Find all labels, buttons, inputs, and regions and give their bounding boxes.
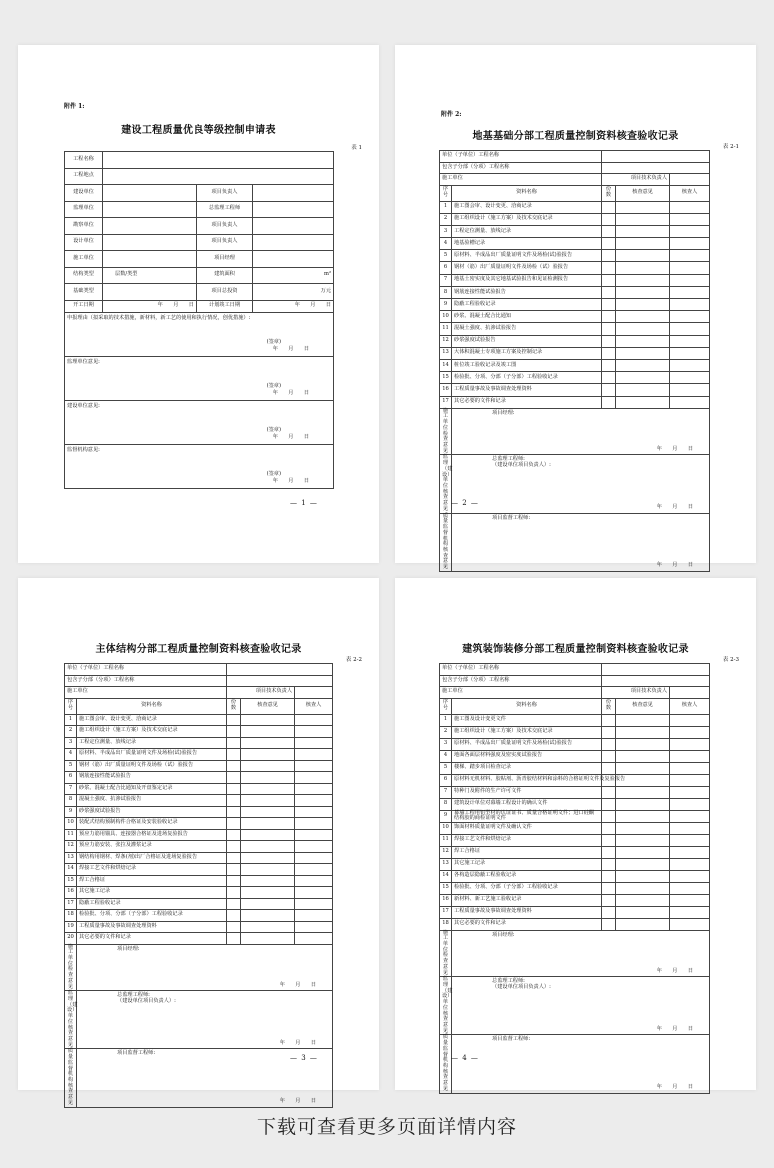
list-item: 4 原材料、半成品出厂质量证明文件及场检(试)验报告 (65, 749, 333, 761)
list-item: 9 砂浆强度试验报告 (65, 806, 333, 818)
list-item: 15 检验批、分项、分部（子分部）工程验收记录 (440, 882, 710, 894)
list-item: 18 其它必要的文件和记录 (440, 918, 710, 930)
list-item: 2 施工组织设计（施工方案）及技术交底记录 (65, 726, 333, 738)
table-row: 工程地点 (65, 168, 334, 185)
list-item: 14 各构造层隐蔽工程验收记录 (440, 870, 710, 882)
supervisor-opinion: 监理（建设） 单位核查意见 总监理工程师: （建设单位项目负责人）: 年 月 日 (440, 455, 710, 513)
table-row: 开工日期 年 月 日 计划竣工日期 年 月 日 (65, 300, 334, 312)
page-title: 主体结构分部工程质量控制资料核查验收记录 (95, 644, 302, 655)
page-1 (18, 45, 379, 563)
list-item: 7 地基土密实度及其它地基试验报告和见证检测报告 (440, 274, 710, 286)
checklist-table (439, 663, 710, 1094)
table-row: 单位（子单位）工程名称 (440, 151, 710, 163)
list-item: 11 预应力筋用锚具、连接器合格证及进场复验报告 (65, 829, 333, 841)
monitor-opinion: 监督机构意见: (签章) 年 月 日 (65, 444, 334, 488)
list-item: 1 施工图会审、设计变更、洽商记录 (65, 714, 333, 726)
list-item: 10 饰面材料质量证明文件及确认文件 (440, 822, 710, 834)
table-row: 单位（子单位）工程名称 (65, 664, 333, 676)
table-header: 序号 资料名称 份数 核查意见 核查人 (440, 698, 710, 714)
list-item: 10 装配式结构预制构件合格证及安装验收记录 (65, 818, 333, 830)
list-item: 10 砂浆、混凝土配合比通知 (440, 311, 710, 323)
owner-opinion: 建设单位意见: (签章) 年 月 日 (65, 400, 334, 444)
table-row: 施工单位 项目经理 (65, 251, 334, 268)
table-row: 监理单位 总监理工程师 (65, 201, 334, 218)
list-item: 12 砂浆强度试验报告 (440, 335, 710, 347)
list-item: 3 原材料、半成品出厂质量证明文件及场检(试)验报告 (440, 738, 710, 750)
list-item: 2 施工组织设计（施工方案）及技术交底记录 (440, 213, 710, 225)
table-row: 施工单位 项目技术负责人 (440, 687, 710, 699)
list-item: 9 幕墙工程用铝型材的认证证书、质量合格证明文件；进口硅酮结构胶的商检证明文件 (440, 810, 710, 822)
list-item: 5 钢材（筋）出厂质量证明文件及场检（试）验报告 (65, 760, 333, 772)
list-item: 12 焊工合格证 (440, 846, 710, 858)
list-item: 15 检验批、分项、分部（子分部）工程验收记录 (440, 372, 710, 384)
table-row: 设计单位 项目负责人 (65, 234, 334, 251)
page-4 (395, 578, 756, 1090)
list-item: 7 特种门及附件的生产许可文件 (440, 786, 710, 798)
download-hint: 下载可查看更多页面详情内容 (256, 1116, 517, 1138)
table-row: 单位（子单位）工程名称 (440, 664, 710, 676)
project-name-field[interactable] (103, 152, 334, 169)
table-header: 序号 资料名称 份数 核查意见 核查人 (65, 698, 333, 714)
reason-section: 申报理由（拟采取的技术措施，新材料，新工艺的使用和执行情况，创优措施）: (签章) 年 月 日 (65, 312, 334, 356)
table-number: 表 1 (351, 145, 362, 151)
list-item: 8 钢筋连接性能试验报告 (440, 286, 710, 298)
page-number: — 3 — (290, 1054, 318, 1062)
list-item: 8 混凝土强度、抗渗试验报告 (65, 795, 333, 807)
list-item: 16 工程质量事故及事故调查处理资料 (440, 384, 710, 396)
checklist-table (64, 663, 333, 1108)
monitor-opinion: 质量监督机构 核查意见 项目监督工程师: 年 月 日 (440, 513, 710, 571)
table-row: 施工单位 项目技术负责人 (65, 687, 333, 699)
list-item: 13 钢结构用钢材、焊条(剂)出厂合格证及进场复验报告 (65, 852, 333, 864)
list-item: 6 原材料无机材料、胶粘剂、沥青胶结材料和涂料的合格证明文件及复验报告 (440, 774, 710, 786)
project-location-field[interactable] (103, 168, 334, 185)
list-item: 9 隐蔽工程验收记录 (440, 299, 710, 311)
list-item: 5 楼梯、踏步项目检查记录 (440, 762, 710, 774)
application-table (64, 151, 334, 489)
contractor-opinion: 施工单位 检查意见 项目经理: 年 月 日 (65, 944, 333, 991)
list-item: 20 其它必要的文件和记录 (65, 933, 333, 945)
list-item: 1 施工图及设计变更文件 (440, 714, 710, 726)
table-row: 结构类型 层数/类型 建筑面积 m² (65, 267, 334, 284)
attachment-label: 附件 2: (441, 111, 462, 118)
list-item: 13 其它施工记录 (440, 858, 710, 870)
page-title: 建筑装饰装修分部工程质量控制资料核查验收记录 (462, 644, 689, 655)
list-item: 13 大体积混凝土专项施工方案及控制记录 (440, 347, 710, 359)
list-item: 8 建筑设计单位对幕墙工程设计的确认文件 (440, 798, 710, 810)
page-2 (395, 45, 756, 571)
table-row: 工程名称 (65, 152, 334, 169)
attachment-label: 附件 1: (64, 103, 85, 110)
supervision-opinion: 监理单位意见: (签章) 年 月 日 (65, 356, 334, 400)
table-row: 勘察单位 项目负责人 (65, 218, 334, 235)
monitor-opinion: 质量监督机构 核查意见 项目监督工程师: 年 月 日 (65, 1049, 333, 1107)
list-item: 17 隐蔽工程验收记录 (65, 898, 333, 910)
page-3 (18, 578, 379, 1106)
list-item: 4 地面各面层材料强度及密实度试验报告 (440, 750, 710, 762)
table-number: 表 2-2 (345, 657, 362, 663)
list-item: 17 工程质量事故及事故调查处理资料 (440, 906, 710, 918)
list-item: 7 砂浆、混凝土配合比通知及开盘鉴定记录 (65, 783, 333, 795)
table-row: 包含子分部（分项）工程名称 (440, 675, 710, 687)
list-item: 17 其它必要的文件和记录 (440, 396, 710, 408)
list-item: 19 工程质量事故及事故调查处理资料 (65, 921, 333, 933)
list-item: 16 新材料、新工艺施工验收记录 (440, 894, 710, 906)
list-item: 14 桩位竣工验收记录及竣工图 (440, 359, 710, 371)
monitor-opinion: 质量监督机构 核查意见 项目监督工程师: 年 月 日 (440, 1035, 710, 1093)
page-number: — 1 — (290, 499, 318, 507)
list-item: 18 检验批、分项、分部（子分部）工程验收记录 (65, 910, 333, 922)
list-item: 6 钢材（筋）出厂质量证明文件及场检（试）验报告 (440, 262, 710, 274)
list-item: 3 工程定位测量、放线记录 (65, 737, 333, 749)
page-title: 建设工程质量优良等级控制申请表 (121, 125, 276, 136)
list-item: 6 钢筋连接性能试验报告 (65, 772, 333, 784)
page-number: — 2 — (451, 499, 479, 507)
list-item: 16 其它施工记录 (65, 887, 333, 899)
contractor-opinion: 施工单位 检查意见 项目经理: 年 月 日 (440, 408, 710, 455)
supervisor-opinion: 监理（建设） 单位核查意见 总监理工程师: （建设单位项目负责人）: 年 月 日 (65, 991, 333, 1049)
page-title: 地基基础分部工程质量控制资料核查验收记录 (472, 131, 679, 142)
table-row: 基础类型 项目总投资 万元 (65, 284, 334, 301)
list-item: 2 施工组织设计（施工方案）及技术交底记录 (440, 726, 710, 738)
list-item: 1 施工图会审、设计变更、洽商记录 (440, 201, 710, 213)
contractor-opinion: 施工单位 检查意见 项目经理: 年 月 日 (440, 930, 710, 977)
table-row: 包含子分部（分项）工程名称 (65, 675, 333, 687)
table-row: 包含子分部（分项）工程名称 (440, 162, 710, 174)
list-item: 12 预应力筋安装、张拉及灌浆记录 (65, 841, 333, 853)
table-number: 表 2-1 (722, 144, 739, 150)
list-item: 4 地基验槽记录 (440, 238, 710, 250)
checklist-table (439, 150, 710, 572)
list-item: 3 工程定位测量、放线记录 (440, 225, 710, 237)
list-item: 5 原材料、半成品出厂质量证明文件及场检(试)验报告 (440, 250, 710, 262)
supervisor-opinion: 监理（建设） 单位核查意见 总监理工程师: （建设单位项目负责人）: 年 月 日 (440, 977, 710, 1035)
table-row: 建设单位 项目负责人 (65, 185, 334, 202)
table-number: 表 2-3 (722, 657, 739, 663)
table-header: 序号 资料名称 份数 核查意见 核查人 (440, 185, 710, 201)
page-number: — 4 — (451, 1054, 479, 1062)
list-item: 11 焊接工艺文件和烘焙记录 (440, 834, 710, 846)
list-item: 15 焊工合格证 (65, 875, 333, 887)
list-item: 11 混凝土强度、抗渗试验报告 (440, 323, 710, 335)
list-item: 14 焊接工艺文件和烘焙记录 (65, 864, 333, 876)
table-row: 施工单位 项目技术负责人 (440, 174, 710, 186)
